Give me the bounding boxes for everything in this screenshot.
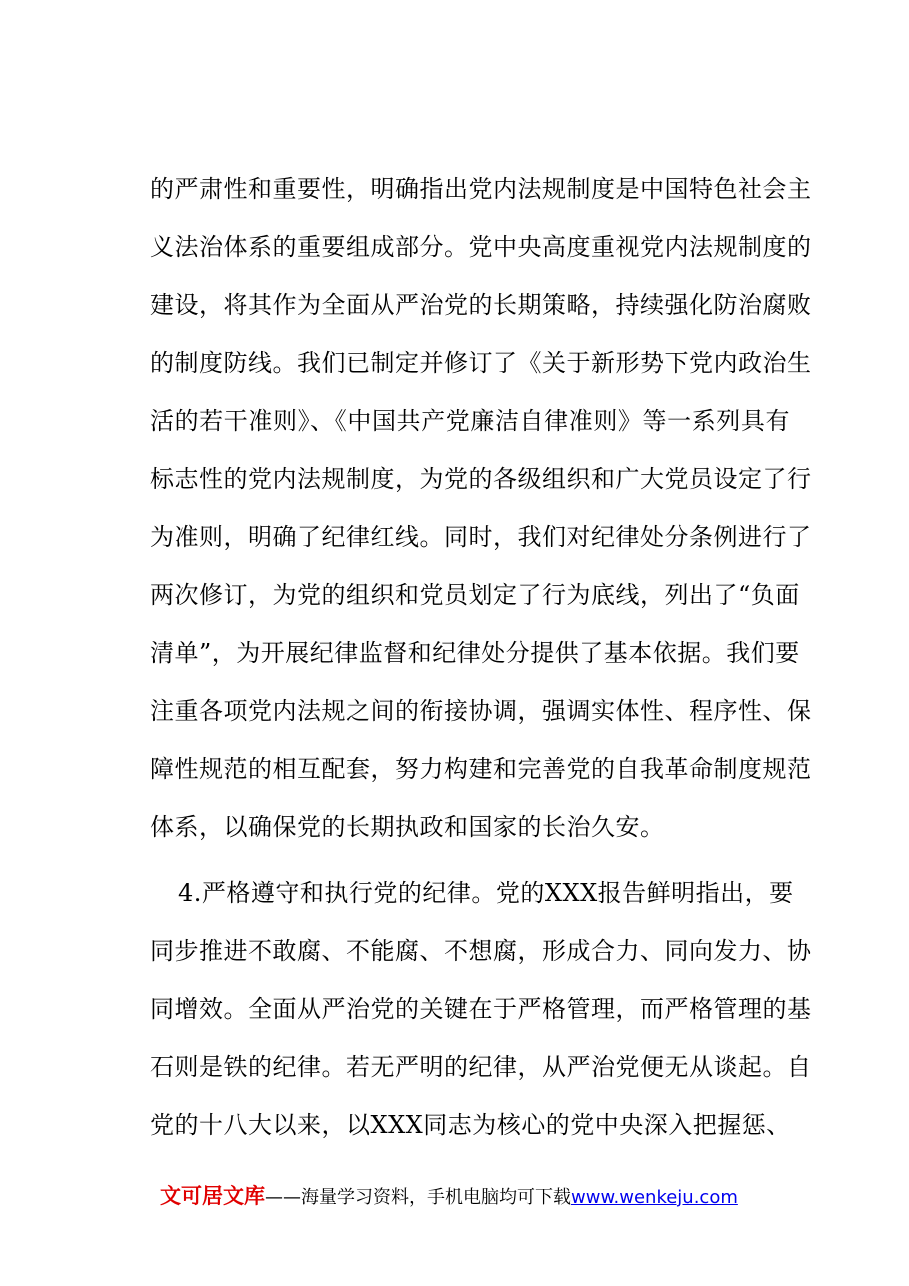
text-line: 障性规范的相互配套，努力构建和完善党的自我革命制度规范 — [150, 755, 812, 783]
text-line: 注重各项党内法规之间的衔接协调，强调实体性、程序性、保 — [150, 697, 812, 725]
text-line: 4.严格遵守和执行党的纪律。党的XXX报告鲜明指出，要 — [178, 879, 794, 907]
paragraph — [150, 160, 812, 856]
website-link[interactable]: www.wenkeju.com — [571, 1187, 738, 1208]
text-line: 建设，将其作为全面从严治党的长期策略，持续强化防治腐败 — [150, 291, 812, 319]
text-line: 为准则，明确了纪律红线。同时，我们对纪律处分条例进行了 — [150, 523, 812, 551]
text-line: 活的若干准则》、《中国共产党廉洁自律准则》等一系列具有 — [150, 407, 790, 435]
footer-slogan: ——海量学习资料，手机电脑均可下载 — [265, 1187, 571, 1208]
text-line: 石则是铁的纪律。若无严明的纪律，从严治党便无从谈起。自 — [150, 1053, 812, 1081]
text-line: 义法治体系的重要组成部分。党中央高度重视党内法规制度的 — [150, 233, 812, 261]
text-line: 清单”，为开展纪律监督和纪律处分提供了基本依据。我们要 — [150, 639, 800, 667]
paragraph — [150, 864, 812, 1154]
text-line: 的严肃性和重要性，明确指出党内法规制度是中国特色社会主 — [150, 175, 812, 203]
text-line: 标志性的党内法规制度，为党的各级组织和广大党员设定了行 — [150, 465, 812, 493]
brand-name: 文可居文库 — [160, 1184, 265, 1208]
text-line: 同步推进不敢腐、不能腐、不想腐，形成合力、同向发力、协 — [150, 937, 812, 965]
text-line: 的制度防线。我们已制定并修订了《关于新形势下党内政治生 — [150, 349, 812, 377]
text-line: 体系，以确保党的长期执政和国家的长治久安。 — [150, 813, 665, 841]
document-body — [150, 160, 812, 1154]
text-line: 党的十八大以来，以XXX同志为核心的党中央深入把握惩、 — [150, 1111, 791, 1139]
paragraph-gap — [150, 856, 790, 864]
footer-banner — [160, 1181, 738, 1211]
text-line: 同增效。全面从严治党的关键在于严格管理，而严格管理的基 — [150, 995, 812, 1023]
text-line: 两次修订，为党的组织和党员划定了行为底线，列出了“负面 — [150, 581, 800, 609]
